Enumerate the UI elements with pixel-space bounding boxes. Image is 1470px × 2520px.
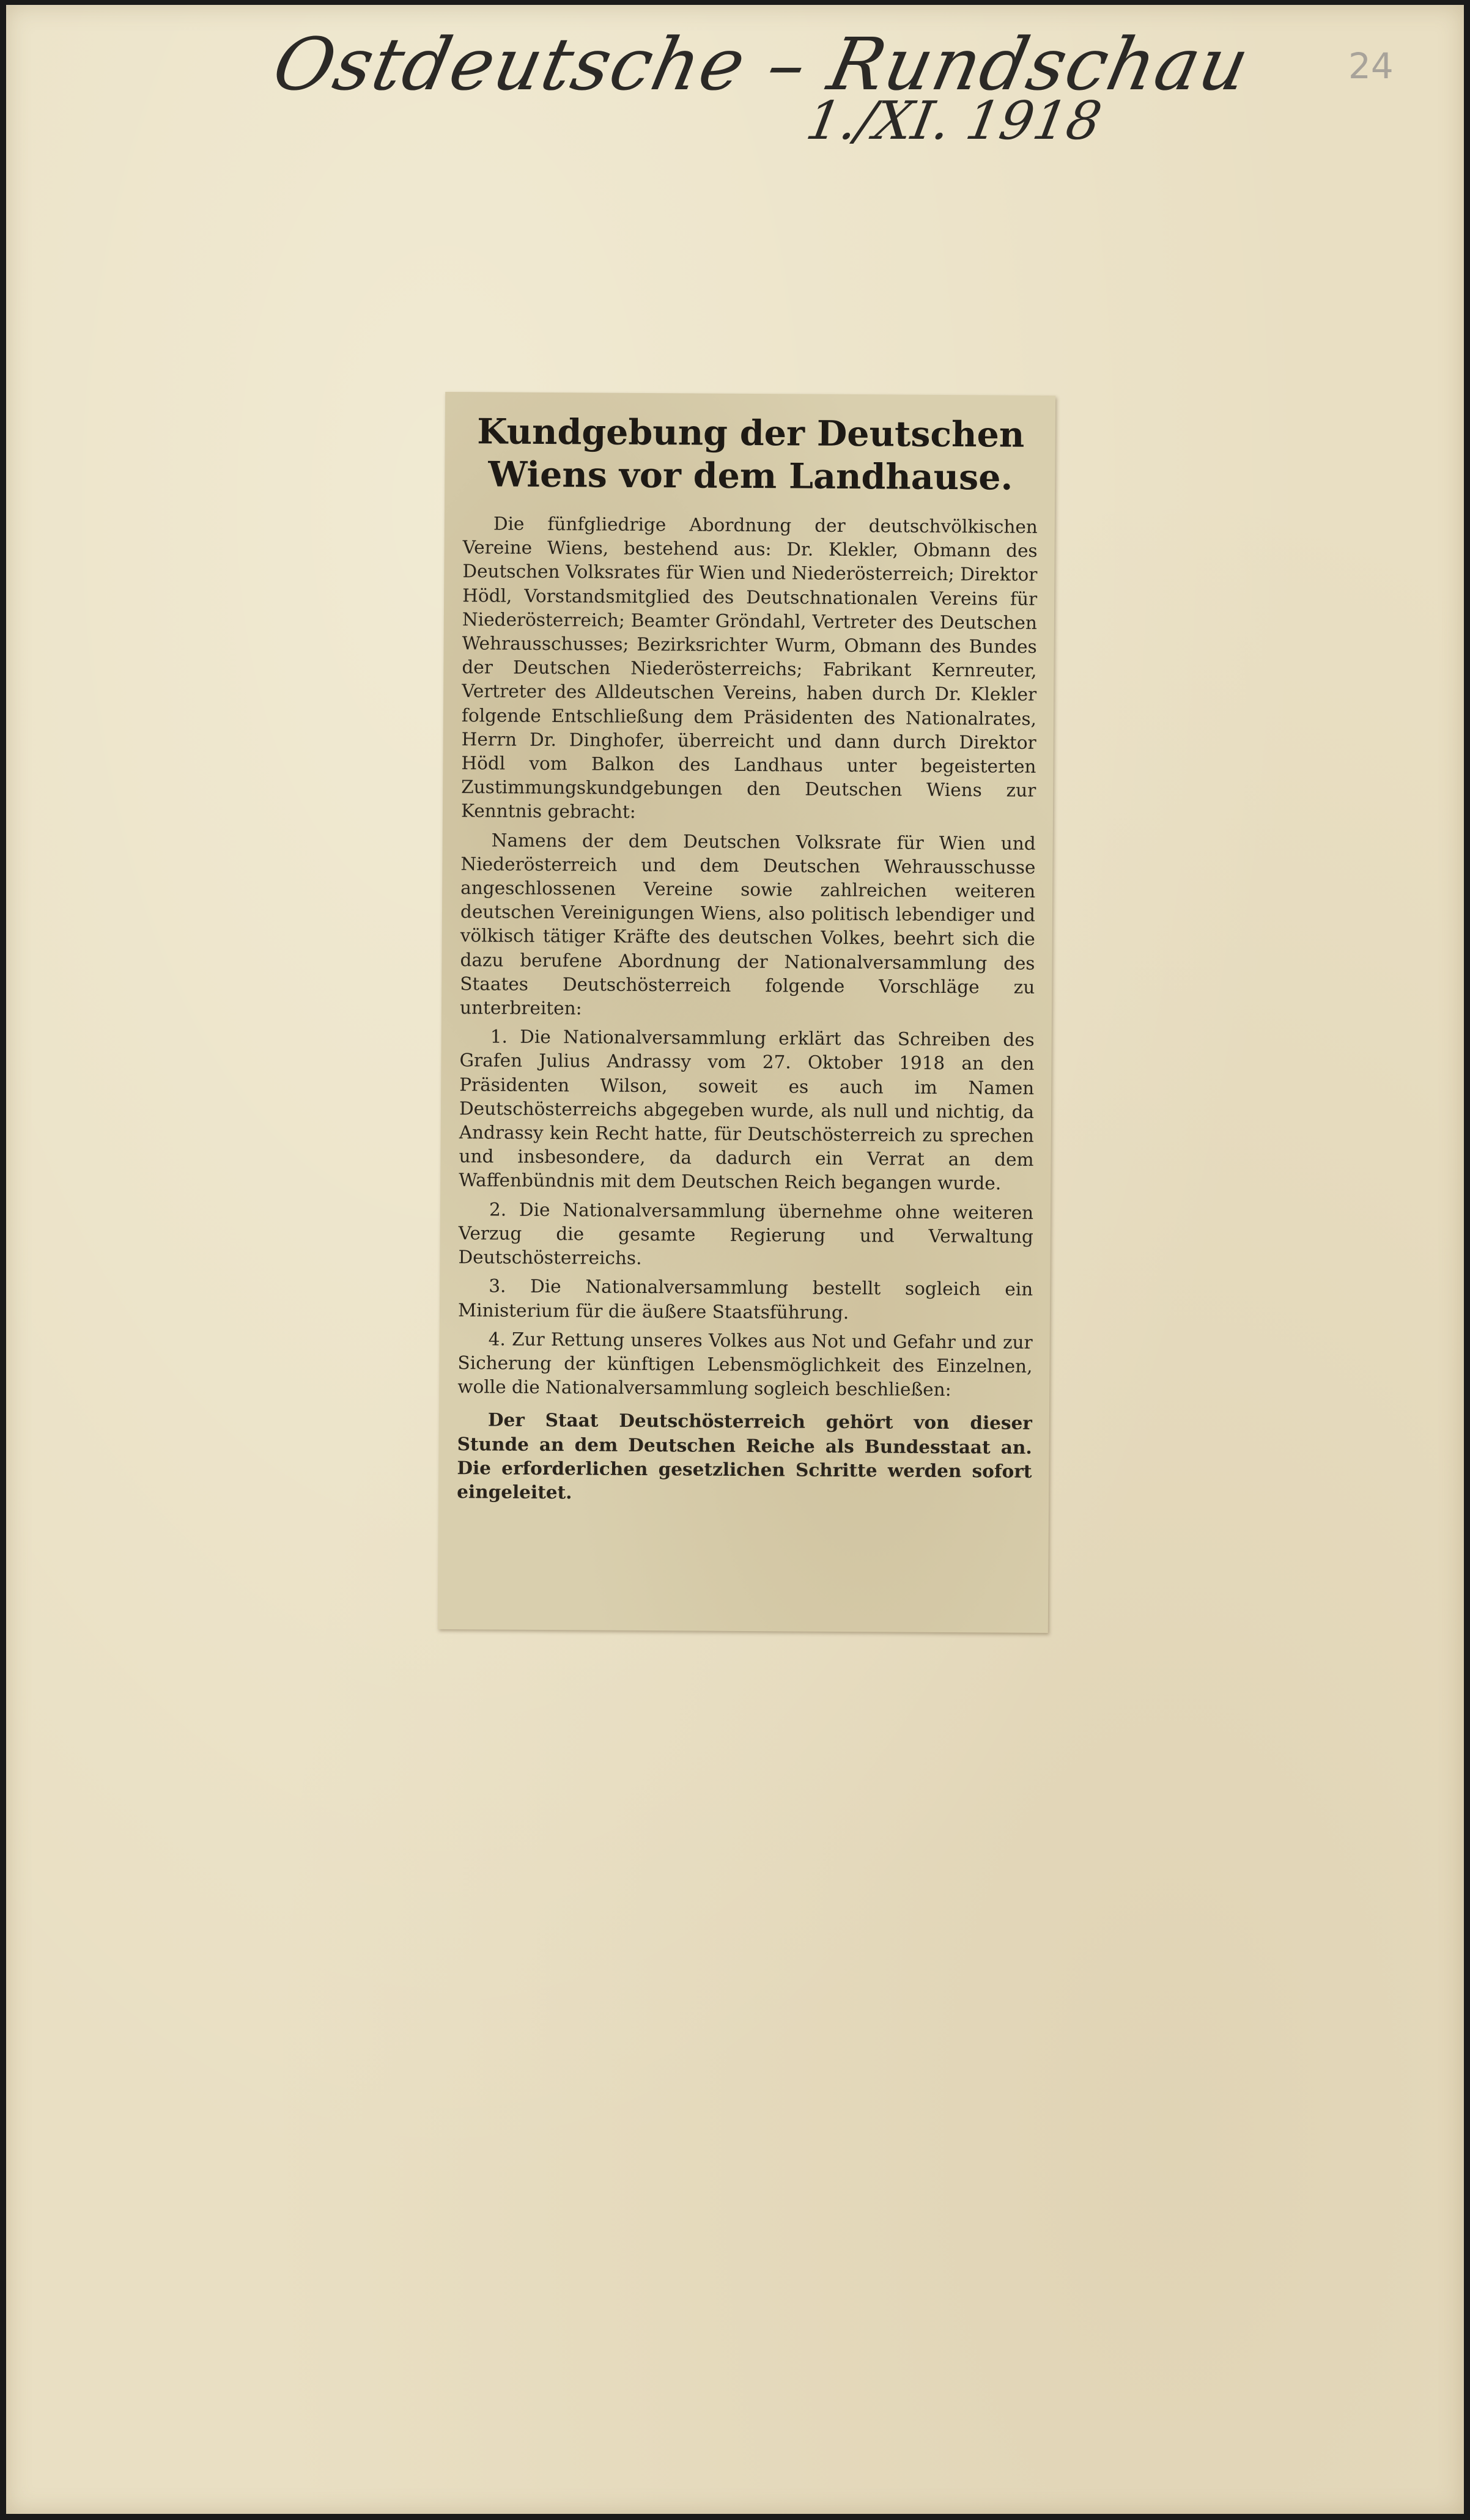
article-resolution: Der Staat Deutschösterreich gehört von dieser Stunde an dem Deutschen Reiche als Bundesstaat an. Die erforderlichen gesetzlichen Schritte werden sofort eingeleitet. [457, 1409, 1033, 1503]
article-point-2: 2. Die Nationalversammlung übernehme ohne weiteren Verzug die gesamte Regierung und Verwaltung Deutschösterreichs. [458, 1199, 1034, 1269]
handwritten-source-note: Ostdeutsche – Rundschau [266, 22, 1258, 106]
article-paragraph-proposal: Namens der dem Deutschen Volksrate für Wien und Niederösterreich und dem Deutschen Wehrausschusse angeschlossenen Vereine sowie zahlreichen weiteren deutschen Vereinigungen Wiens, also politisch lebendiger und völkisch tätiger Kräfte des deutschen Volkes, beehrt sich die dazu berufene Abordnung der Nationalversammlung des Staates Deutschösterreich folgende Vorschläge zu unterbreiten: [459, 830, 1036, 1019]
newspaper-clipping [438, 392, 1055, 1633]
article-title: Kundgebung der Deutschen Wiens vor dem Landhause. [477, 411, 1025, 498]
archive-sheet [6, 5, 1464, 2514]
handwritten-date-note: 1./XI. 1918 [802, 90, 1106, 152]
article-paragraph-intro: Die fünfgliedrige Abordnung der deutschvölkischen Vereine Wiens, bestehend aus: Dr. Klekler, Obmann des Deutschen Volksrates für Wien und Niederösterreich; Direktor Hödl, Vorstandsmitglied des Deutschnationalen Vereins für Niederösterreich; Beamter Gröndahl, Vertreter des Deutschen Wehrausschusses; Bezirksrichter Wurm, Obmann des Bundes der Deutschen Niederösterreichs; Fabrikant Kernreuter, Vertreter des Alldeutschen Vereins, haben durch Dr. Klekler folgende Entschließung dem Präsidenten des Nationalrates, Herrn Dr. Dinghofer, überreicht und dann durch Direktor Hödl vom Balkon des Landhaus unter begeisterten Zustimmungskundgebungen den Deutschen Wiens zur Kenntnis gebracht: [460, 513, 1038, 823]
page-number: 24 [1348, 45, 1394, 87]
article-point-3: 3. Die Nationalversammlung bestellt sogleich ein Ministerium für die äußere Staatsführung. [457, 1275, 1033, 1323]
article-point-1: 1. Die Nationalversammlung erklärt das Schreiben des Grafen Julius Andrassy vom 27. Oktober 1918 an den Präsidenten Wilson, soweit es auch im Namen Deutschösterreichs abgegeben wurde, als null und nichtig, da Andrassy kein Recht hatte, für Deutschösterreich zu sprechen und insbesondere, da dadurch ein Verrat an dem Waffenbündnis mit dem Deutschen Reich begangen wurde. [459, 1026, 1035, 1195]
article-point-4: 4. Zur Rettung unseres Volkes aus Not und Gefahr und zur Sicherung der künftigen Lebensmöglichkeit des Einzelnen, wolle die Nationalversammlung sogleich beschließen: [457, 1328, 1033, 1401]
article-body [457, 512, 1038, 1507]
